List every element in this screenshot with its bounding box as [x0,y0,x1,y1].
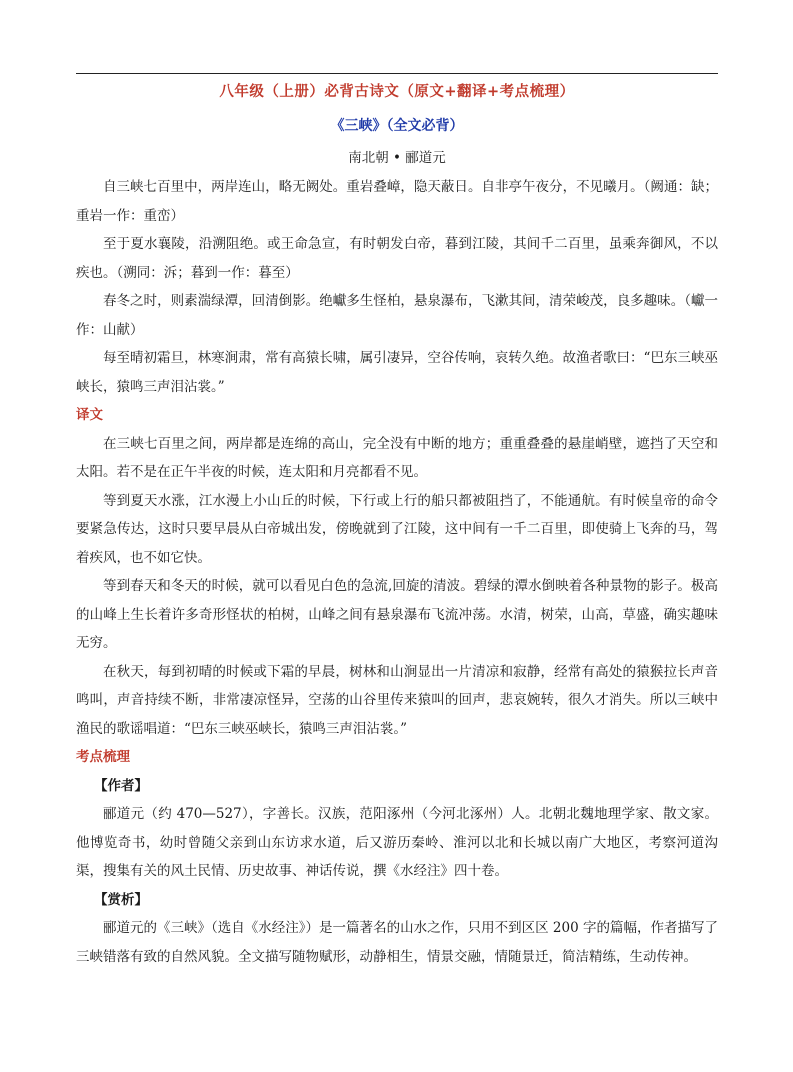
translation-paragraph-1: 在三峡七百里之间，两岸都是连绵的高山，完全没有中断的地方；重重叠叠的悬崖峭壁，遮挡了天空和太阳。若不是在正午半夜的时候，连太阳和月亮都看不见。 [76,435,718,480]
points-heading: 考点梳理 [76,749,130,765]
header-rule [76,73,718,74]
appreciation-section-label: 【赏析】 [94,891,148,908]
poem-title: 《三峡》（全文必背） [330,118,464,134]
author-section-text: 郦道元（约 470—527），字善长。汉族，范阳涿州（今河北涿州）人。北朝北魏地理学家、散文家。他博览奇书，幼时曾随父亲到山东访求水道，后又游历秦岭、淮河以北和长城以南广大地区，考察河道沟渠，搜集有关的风土民情、历史故事、神话传说，撰《水经注》四十卷。 [76,806,718,879]
translation-paragraph-2: 等到夏天水涨，江水漫上小山丘的时候，下行或上行的船只都被阻挡了，不能通航。有时候皇帝的命令要紧急传达，这时只要早晨从白帝城出发，傍晚就到了江陵，这中间有一千二百里，即使骑上飞奔的马，驾着疾风，也不如它快。 [76,492,718,566]
original-paragraph-3: 春冬之时，则素湍绿潭，回清倒影。绝巘多生怪柏，悬泉瀑布，飞漱其间，清荣峻茂，良多趣味。（巘一作：山献） [76,293,718,338]
author-section-label: 【作者】 [94,777,148,794]
page-title: 八年级（上册）必背古诗文（原文+翻译+考点梳理） [219,83,575,100]
original-paragraph-1: 自三峡七百里中，两岸连山，略无阙处。重岩叠嶂，隐天蔽日。自非亭午夜分，不见曦月。（阙通：缺；重岩一作：重峦） [76,179,718,224]
translation-paragraph-4: 在秋天，每到初晴的时候或下霜的早晨，树林和山涧显出一片清凉和寂静，经常有高处的猿猴拉长声音鸣叫，声音持续不断，非常凄凉怪异，空荡的山谷里传来猿叫的回声，悲哀婉转，很久才消失。所以三峡中渔民的歌谣唱道：“巴东三峡巫峡长，猿鸣三声泪沾裳。” [76,663,718,737]
translation-paragraph-3: 等到春天和冬天的时候，就可以看见白色的急流,回旋的清波。碧绿的潭水倒映着各种景物的影子。极高的山峰上生长着许多奇形怪状的柏树，山峰之间有悬泉瀑布飞流冲荡。水清，树荣，山高，草盛，确实趣味无穷。 [76,578,718,651]
original-paragraph-2: 至于夏水襄陵，沿溯阻绝。或王命急宣，有时朝发白帝，暮到江陵，其间千二百里，虽乘奔御风，不以疾也。（溯同：泝；暮到一作：暮至） [76,236,718,281]
translation-heading: 译文 [76,407,103,423]
original-paragraph-4: 每至晴初霜旦，林寒涧肃，常有高猿长啸，属引凄异，空谷传响，哀转久绝。故渔者歌曰：“巴东三峡巫峡长，猿鸣三声泪沾裳。” [76,350,718,395]
document-body [76,173,718,971]
poem-author: 南北朝 • 郦道元 [348,150,446,166]
appreciation-section-text: 郦道元的《三峡》（选自《水经注》）是一篇著名的山水之作，只用不到区区 200 字的篇幅，作者描写了三峡错落有致的自然风貌。全文描写随物赋形，动静相生，情景交融，情随景迁，简洁精练，生动传神。 [76,920,718,965]
